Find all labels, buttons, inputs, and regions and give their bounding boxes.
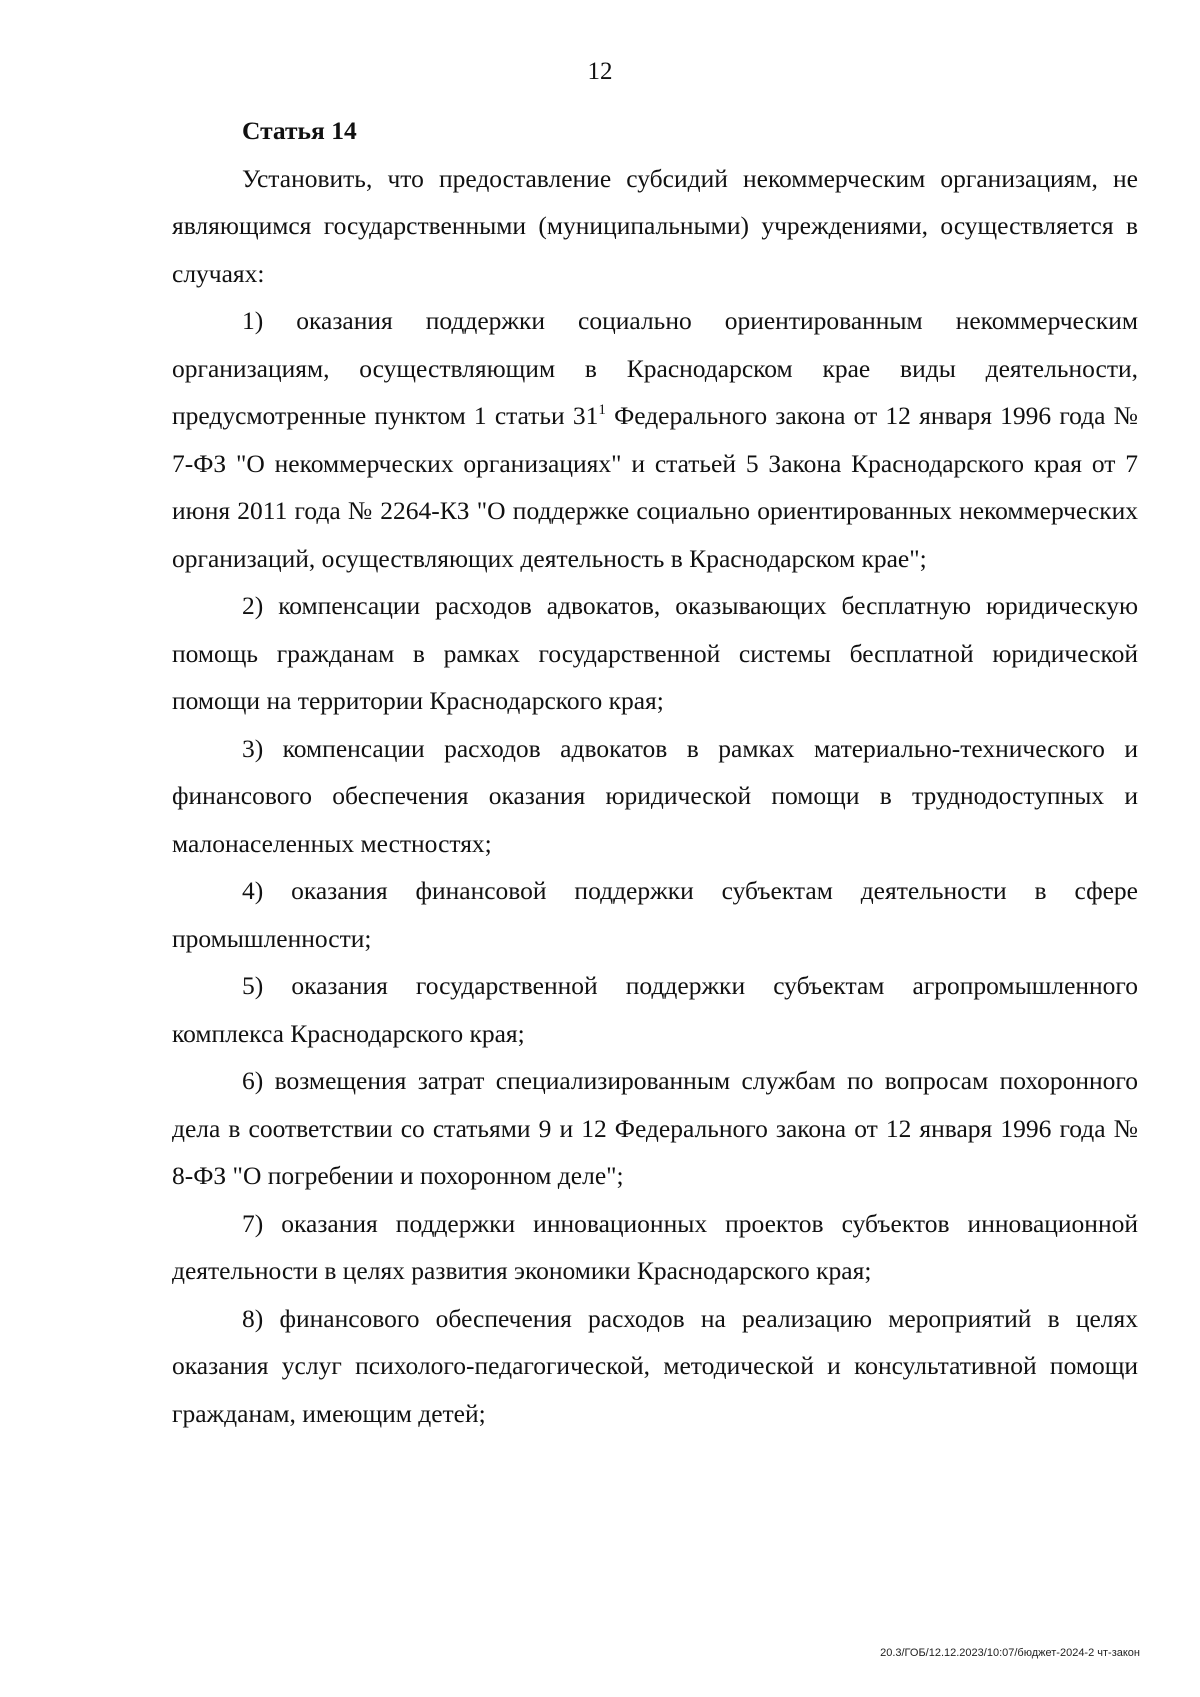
list-item-2: 2) компенсации расходов адвокатов, оказывающих бесплатную юридическую помощь гражданам в рамках государственной системы бесплатной юридической помощи на территории Краснодарского края;	[172, 591, 1138, 715]
page-number: 12	[587, 58, 613, 85]
document-body	[172, 107, 1138, 1437]
list-item-3: 3) компенсации расходов адвокатов в рамках материально-технического и финансового обеспечения оказания юридической помощи в труднодоступных и малонаселенных местностях;	[172, 733, 1138, 858]
list-item-1-text-cont: Федерального закона от 12 января 1996 года № 7-ФЗ "О некоммерческих организациях" и статьей 5 Закона Краснодарского края от 7 июня 2011 года № 2264-КЗ "О поддержке социально ориентированных некоммерческих организаций, осуществляющих деятельность в Краснодарском крае";	[172, 401, 1138, 573]
superscript-index: 1	[598, 402, 606, 418]
list-item-7: 7) оказания поддержки инновационных проектов субъектов инновационной деятельности в целях развития экономики Краснодарского края;	[172, 1208, 1138, 1285]
article-heading: Статья 14	[242, 116, 357, 145]
document-footer-code: 20.3/ГОБ/12.12.2023/10:07/бюджет-2024-2 чт-закон	[880, 1647, 1140, 1659]
article-intro: Установить, что предоставление субсидий некоммерческим организациям, не являющимся государственными (муниципальными) учреждениями, осуществляется в случаях:	[172, 163, 1138, 288]
list-item-4: 4) оказания финансовой поддержки субъектам деятельности в сфере промышленности;	[172, 876, 1138, 953]
list-item-5: 5) оказания государственной поддержки субъектам агропромышленного комплекса Краснодарского края;	[172, 971, 1138, 1048]
list-item-1-text: 1) оказания поддержки социально ориентированным некоммерческим организациям, осуществляющим в Краснодарском крае виды деятельности, предусмотренные пунктом 1 статьи 31	[172, 306, 1138, 430]
list-item-8: 8) финансового обеспечения расходов на реализацию мероприятий в целях оказания услуг психолого-педагогической, методической и консультативной помощи гражданам, имеющим детей;	[172, 1303, 1138, 1428]
list-item-6: 6) возмещения затрат специализированным службам по вопросам похоронного дела в соответствии со статьями 9 и 12 Федерального закона от 12 января 1996 года № 8-ФЗ "О погребении и похоронном деле";	[172, 1066, 1138, 1190]
list-item-1	[172, 297, 1138, 582]
